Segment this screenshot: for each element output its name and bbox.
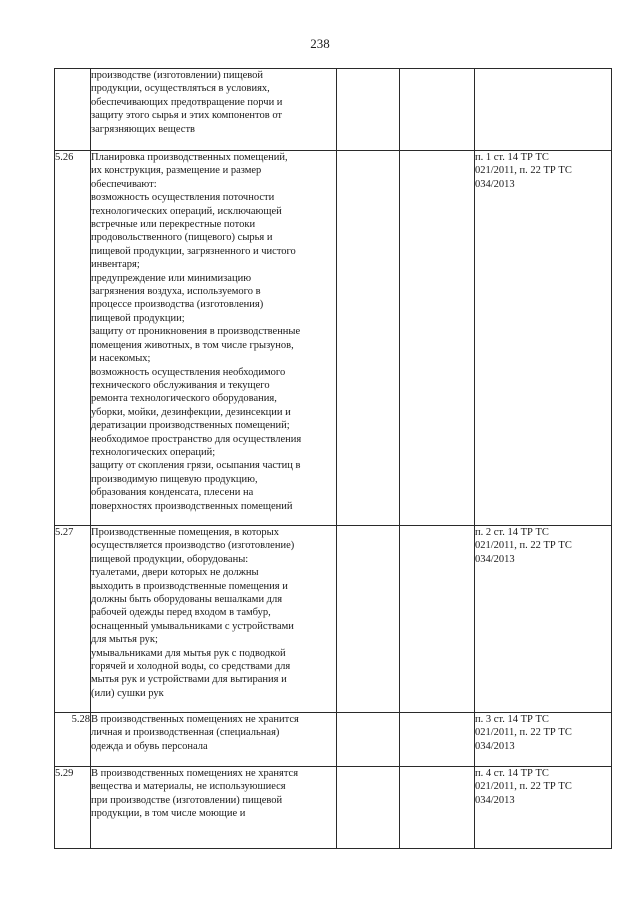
requirement-text-line: необходимое пространство для осуществления bbox=[91, 433, 302, 445]
requirement-text-line: защиту от скопления грязи, осыпания частиц в bbox=[91, 460, 301, 472]
regulation-reference-line: 034/2013 bbox=[475, 553, 515, 565]
requirement-text-line: уборки, мойки, дезинфекции, дезинсекции и bbox=[91, 406, 291, 418]
item-number-cell: 5.27 bbox=[55, 526, 91, 713]
regulation-reference-line: 021/2011, п. 22 ТР ТС bbox=[475, 165, 572, 177]
requirement-text-line: горячей и холодной воды, со средствами для bbox=[91, 661, 291, 673]
requirement-text-line: продовольственного (пищевого) сырья и bbox=[91, 232, 273, 244]
item-number-cell: 5.29 bbox=[55, 767, 91, 849]
table-row bbox=[55, 526, 612, 713]
requirement-text-line: мытья рук и устройствами для вытирания и bbox=[91, 674, 287, 686]
requirement-text-line: обеспечивают: bbox=[91, 178, 157, 190]
table-row bbox=[55, 767, 612, 849]
regulation-reference-cell bbox=[475, 767, 612, 849]
requirement-text-line: умывальниками для мытья рук с подводкой bbox=[91, 647, 286, 659]
requirement-text-line: ремонта технологического оборудования, bbox=[91, 393, 277, 405]
regulation-reference-cell bbox=[475, 526, 612, 713]
requirement-text-cell bbox=[91, 767, 337, 849]
requirement-text-line: одежда и обувь персонала bbox=[91, 740, 208, 752]
requirement-text-line: технологических операций, исключающей bbox=[91, 205, 282, 217]
regulation-reference-line: п. 3 ст. 14 ТР ТС bbox=[475, 714, 549, 725]
compliance-yes-cell bbox=[337, 767, 400, 849]
page-number: 238 bbox=[310, 36, 330, 51]
requirement-text-line: инвентаря; bbox=[91, 259, 140, 271]
requirement-text-line: защиту этого сырья и этих компонентов от bbox=[91, 110, 283, 122]
requirement-text-line: Планировка производственных помещений, bbox=[91, 152, 288, 163]
regulation-reference-line: 034/2013 bbox=[475, 740, 515, 752]
requirements-table-body bbox=[55, 69, 612, 849]
requirement-text-line: поверхностях производственных помещений bbox=[91, 500, 293, 512]
regulation-reference-cell bbox=[475, 713, 612, 767]
table-row bbox=[55, 713, 612, 767]
requirement-text-line: возможность осуществления необходимого bbox=[91, 366, 286, 378]
requirement-text-line: помещения животных, в том числе грызунов, bbox=[91, 339, 294, 351]
requirement-text-line: при производстве (изготовлении) пищевой bbox=[91, 794, 283, 806]
regulation-reference-line: 034/2013 bbox=[475, 794, 515, 806]
requirements-table bbox=[54, 68, 612, 849]
requirement-text-line: защиту от проникновения в производственные bbox=[91, 326, 301, 338]
requirement-text-line: должны быть оборудованы вешалками для bbox=[91, 594, 283, 606]
compliance-yes-cell bbox=[337, 69, 400, 151]
regulation-reference-line: п. 1 ст. 14 ТР ТС bbox=[475, 152, 549, 163]
requirement-text-line: выходить в производственные помещения и bbox=[91, 580, 288, 592]
requirement-text-line: В производственных помещениях не хранятся bbox=[91, 768, 299, 779]
requirement-text-line: производстве (изготовлении) пищевой bbox=[91, 70, 264, 81]
regulation-reference-line: п. 4 ст. 14 ТР ТС bbox=[475, 768, 549, 779]
requirement-text-line: вещества и материалы, не используюшиеся bbox=[91, 781, 286, 793]
requirement-text-line: пищевой продукции, загрязненного и чистого bbox=[91, 245, 296, 257]
regulation-reference-cell bbox=[475, 151, 612, 526]
requirement-text-line: Производственные помещения, в которых bbox=[91, 527, 279, 538]
item-number-cell bbox=[55, 69, 91, 151]
requirement-text-line: для мытья рук; bbox=[91, 634, 158, 646]
item-number-cell: 5.26 bbox=[55, 151, 91, 526]
requirement-text-cell bbox=[91, 713, 337, 767]
table-row bbox=[55, 69, 612, 151]
requirement-text-line: технического обслуживания и текущего bbox=[91, 379, 270, 391]
requirement-text-line: встречные или перекрестные потоки bbox=[91, 219, 256, 231]
requirement-text-cell bbox=[91, 151, 337, 526]
regulation-reference-line: 021/2011, п. 22 ТР ТС bbox=[475, 781, 572, 793]
requirement-text-line: и насекомых; bbox=[91, 353, 151, 365]
requirement-text-line: пищевой продукции, оборудованы: bbox=[91, 553, 249, 565]
requirement-text-line: оснащенный умывальниками с устройствами bbox=[91, 620, 294, 632]
item-number-cell: 5.28 bbox=[55, 713, 91, 767]
regulation-reference-line: 034/2013 bbox=[475, 178, 515, 190]
requirement-text-cell bbox=[91, 69, 337, 151]
compliance-no-cell bbox=[400, 526, 475, 713]
requirement-text-line: личная и производственная (специальная) bbox=[91, 727, 280, 739]
requirement-text-line: процессе производства (изготовления) bbox=[91, 299, 264, 311]
requirement-text-line: предупреждение или минимизацию bbox=[91, 272, 252, 284]
requirement-text-line: их конструкция, размещение и размер bbox=[91, 165, 262, 177]
requirement-text-line: загрязнения воздуха, используемого в bbox=[91, 286, 261, 298]
compliance-yes-cell bbox=[337, 151, 400, 526]
regulation-reference-line: п. 2 ст. 14 ТР ТС bbox=[475, 527, 549, 538]
requirement-text-line: дератизации производственных помещений; bbox=[91, 420, 290, 432]
compliance-no-cell bbox=[400, 713, 475, 767]
requirement-text-line: обеспечивающих предотвращение порчи и bbox=[91, 96, 283, 108]
requirement-text-line: продукции, в том числе моющие и bbox=[91, 808, 246, 820]
compliance-yes-cell bbox=[337, 526, 400, 713]
compliance-no-cell bbox=[400, 69, 475, 151]
requirement-text-line: образования конденсата, плесени на bbox=[91, 487, 254, 499]
requirement-text-line: производимую пищевую продукцию, bbox=[91, 473, 258, 485]
requirement-text-line: туалетами, двери которых не должны bbox=[91, 567, 259, 579]
compliance-no-cell bbox=[400, 767, 475, 849]
regulation-reference-line: 021/2011, п. 22 ТР ТС bbox=[475, 540, 572, 552]
requirement-text-cell bbox=[91, 526, 337, 713]
regulation-reference-cell bbox=[475, 69, 612, 151]
compliance-yes-cell bbox=[337, 713, 400, 767]
requirement-text-line: пищевой продукции; bbox=[91, 312, 185, 324]
requirement-text-line: В производственных помещениях не хранится bbox=[91, 714, 299, 725]
requirement-text-line: рабочей одежды перед входом в тамбур, bbox=[91, 607, 271, 619]
requirement-text-line: возможность осуществления поточности bbox=[91, 192, 275, 204]
requirement-text-line: осуществляется производство (изготовление) bbox=[91, 540, 295, 552]
requirement-text-line: (или) сушки рук bbox=[91, 687, 164, 699]
regulation-reference-line: 021/2011, п. 22 ТР ТС bbox=[475, 727, 572, 739]
requirement-text-line: загрязняющих веществ bbox=[91, 123, 195, 135]
compliance-no-cell bbox=[400, 151, 475, 526]
requirement-text-line: продукции, осуществляться в условиях, bbox=[91, 83, 270, 95]
requirement-text-line: технологических операций; bbox=[91, 446, 216, 458]
table-row bbox=[55, 151, 612, 526]
